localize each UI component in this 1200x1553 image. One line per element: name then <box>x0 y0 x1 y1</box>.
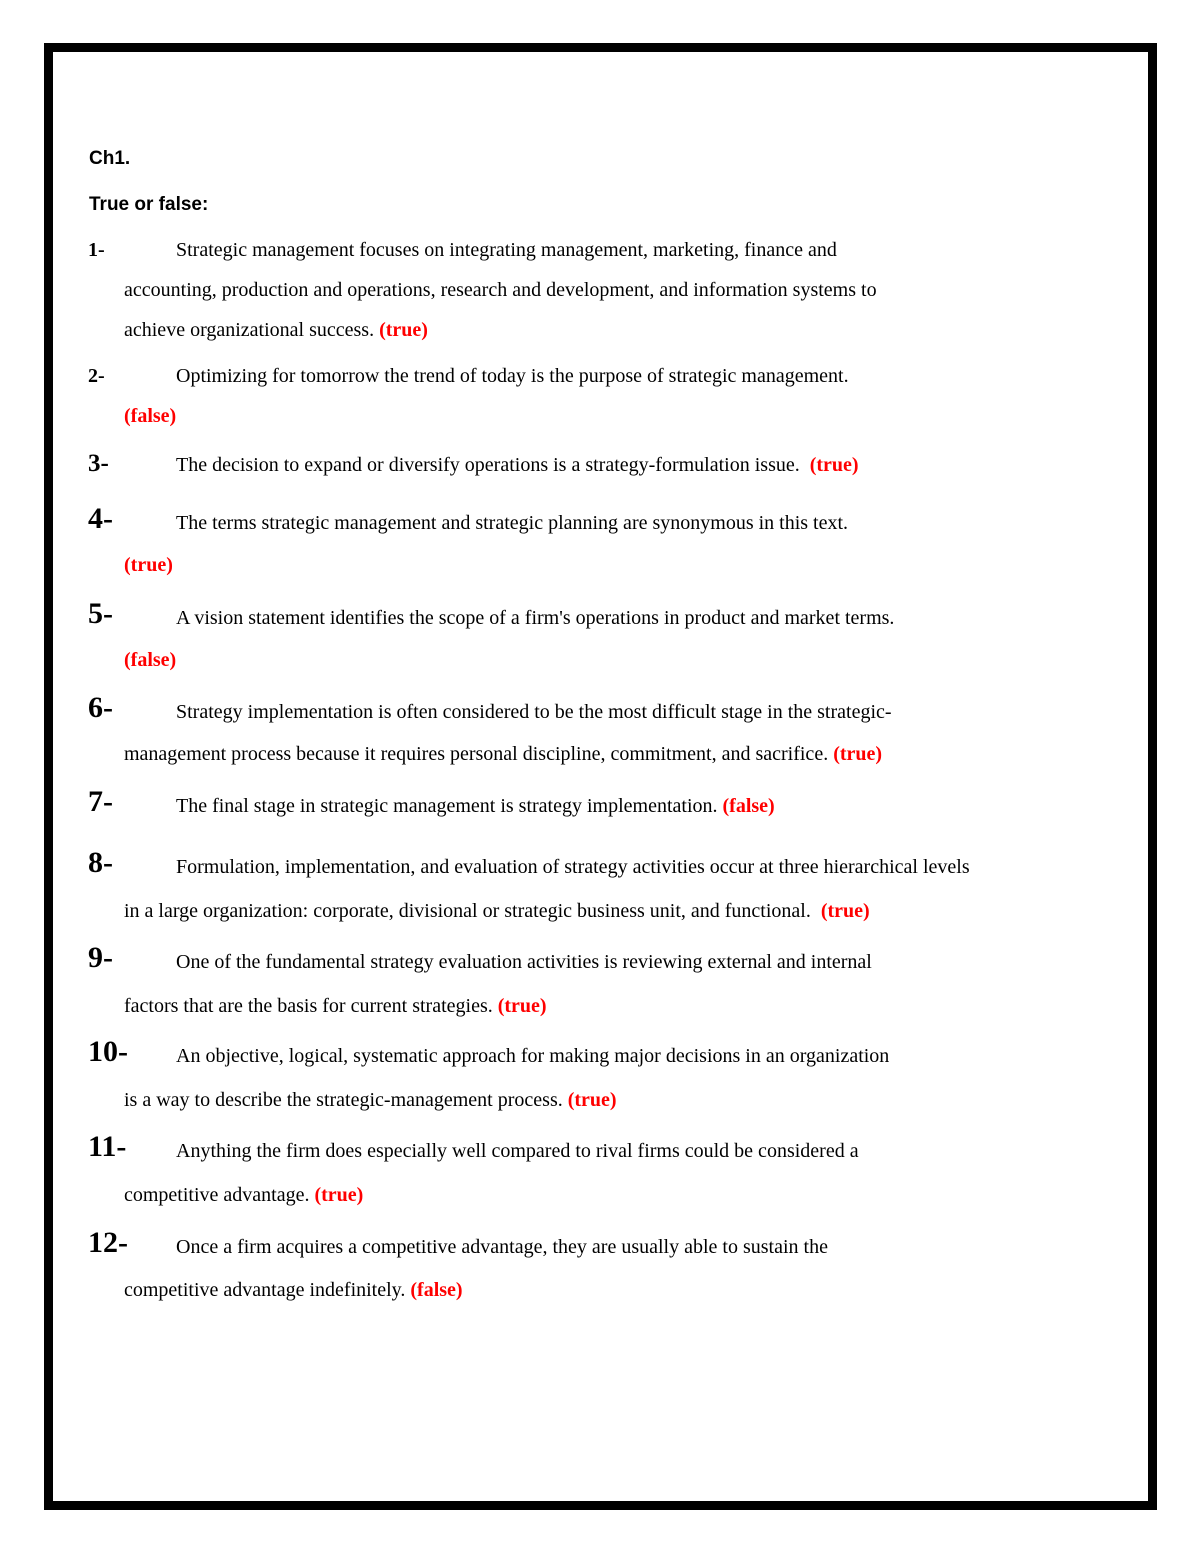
answer-label: (true) <box>820 900 870 922</box>
question-text-line <box>176 455 859 475</box>
answer-label: (false) <box>410 1279 463 1301</box>
question-text: management process because it requires personal discipline, commitment, and sacrifice. <box>124 743 829 765</box>
answer-label: (true) <box>124 554 173 576</box>
question-text: The decision to expand or diversify operations is a strategy-formulation issue. <box>176 454 800 476</box>
answer-label: (true) <box>497 995 547 1017</box>
question-text-line: One of the fundamental strategy evaluation activities is reviewing external and internal <box>176 951 872 973</box>
question-text-line: Strategic management focuses on integrating management, marketing, finance and <box>176 239 837 261</box>
question-text-line: Once a firm acquires a competitive advantage, they are usually able to sustain the <box>176 1236 828 1258</box>
question-text-line: Anything the firm does especially well compared to rival firms could be considered a <box>176 1140 859 1162</box>
question-number: 1- <box>88 239 105 261</box>
question-number: 7- <box>88 785 113 818</box>
question-text-line <box>176 796 775 816</box>
answer-label: (false) <box>722 795 775 817</box>
question-text-line <box>124 901 870 921</box>
question-text-line <box>124 744 882 764</box>
question-text-line: A vision statement identifies the scope of a firm's operations in product and market terms. <box>176 607 895 629</box>
answer-label: (true) <box>314 1184 364 1206</box>
answer-label: (true) <box>809 454 859 476</box>
question-text-line <box>124 996 547 1016</box>
question-text-line: Formulation, implementation, and evaluation of strategy activities occur at three hierarchical levels <box>176 856 970 878</box>
question-text-line <box>124 1185 363 1205</box>
question-text-line <box>124 320 428 340</box>
question-text: competitive advantage indefinitely. <box>124 1279 406 1301</box>
answer-label: (true) <box>833 743 883 765</box>
question-number: 8- <box>88 846 113 879</box>
question-number: 2- <box>88 365 105 387</box>
question-number: 9- <box>88 941 113 974</box>
question-text-line: Strategy implementation is often considered to be the most difficult stage in the strategic- <box>176 701 892 723</box>
question-text-line: accounting, production and operations, research and development, and information systems to <box>124 279 877 301</box>
question-number: 11- <box>88 1130 127 1163</box>
question-number: 4- <box>88 502 113 535</box>
question-text: factors that are the basis for current strategies. <box>124 995 493 1017</box>
question-text: achieve organizational success. <box>124 319 375 341</box>
chapter-heading: Ch1. <box>89 148 131 169</box>
question-text-line: Optimizing for tomorrow the trend of today is the purpose of strategic management. <box>176 365 849 387</box>
question-text-line: The terms strategic management and strategic planning are synonymous in this text. <box>176 512 849 534</box>
question-text: The final stage in strategic management is strategy implementation. <box>176 795 718 817</box>
answer-label: (true) <box>567 1089 617 1111</box>
question-number: 3- <box>88 450 109 477</box>
question-number: 12- <box>88 1226 128 1259</box>
question-text: is a way to describe the strategic-management process. <box>124 1089 563 1111</box>
question-text-line <box>124 1090 617 1110</box>
question-text-line: An objective, logical, systematic approach for making major decisions in an organization <box>176 1045 890 1067</box>
answer-label: (true) <box>379 319 428 341</box>
question-text: in a large organization: corporate, divisional or strategic business unit, and functional. <box>124 900 811 922</box>
question-text-line <box>124 1280 463 1300</box>
question-number: 5- <box>88 597 113 630</box>
answer-label: (false) <box>124 405 177 427</box>
section-title: True or false: <box>89 194 209 215</box>
answer-label: (false) <box>124 649 177 671</box>
question-number: 6- <box>88 691 113 724</box>
question-number: 10- <box>88 1035 128 1068</box>
question-text: competitive advantage. <box>124 1184 310 1206</box>
